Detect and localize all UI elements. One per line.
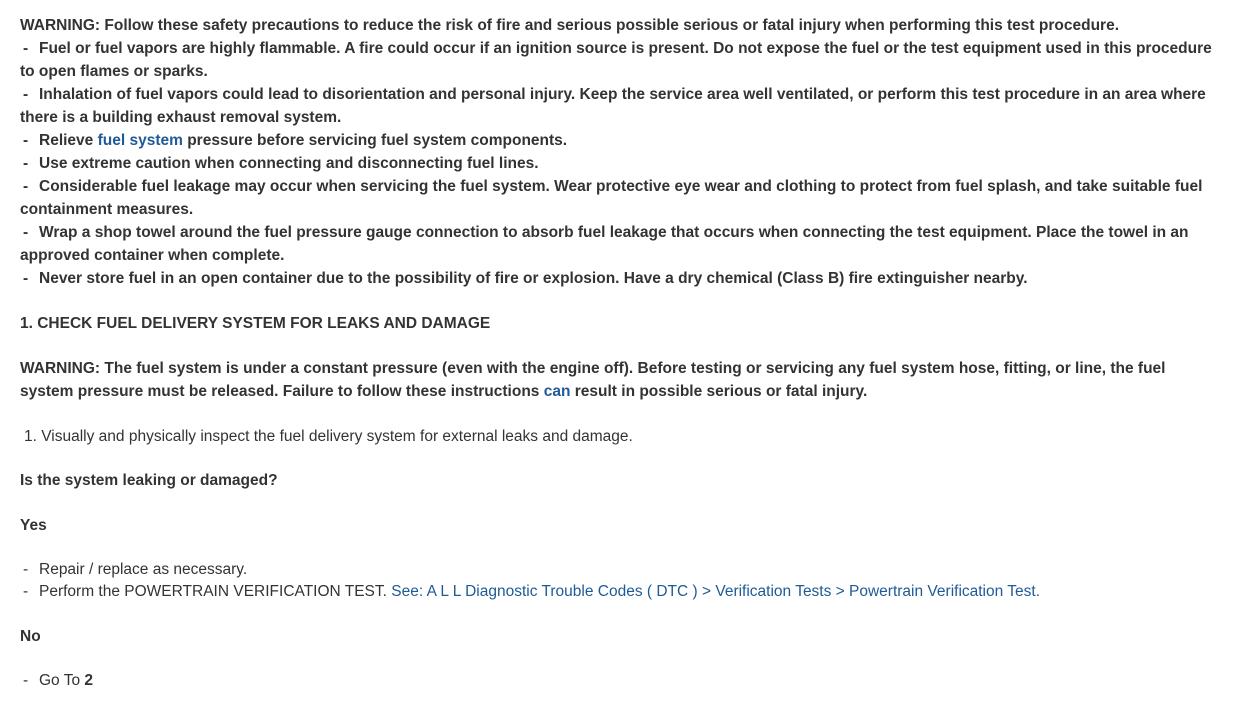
- yes-item: [20, 581, 1222, 603]
- warning-item-text: Never store fuel in an open container due to the possibility of fire or explosion. Have a dry chemical (Class B) fire extinguisher nearby.: [39, 270, 1028, 287]
- spacer: [20, 335, 1222, 357]
- warning-item-text: Fuel or fuel vapors are highly flammable. A fire could occur if an ignition source is present. Do not expose the fuel or the test equipment used in this procedure to open flames or sparks.: [20, 40, 1212, 80]
- yes-item-text: Repair / replace as necessary.: [39, 561, 248, 578]
- dash-marker: -: [23, 132, 29, 149]
- dash-marker: -: [23, 672, 29, 689]
- dash-marker: -: [23, 224, 29, 241]
- question: Is the system leaking or damaged?: [20, 472, 278, 489]
- dash-marker: -: [23, 561, 29, 578]
- warning-item: [20, 267, 1222, 290]
- yes-label: Yes: [20, 517, 47, 534]
- warning-item-text-before: Relieve: [39, 132, 98, 149]
- powertrain-verification-link[interactable]: See: A L L Diagnostic Trouble Codes ( DTC ) > Verification Tests > Powertrain Verification Test.: [391, 583, 1041, 600]
- no-label: No: [20, 628, 41, 645]
- warning-item: [20, 83, 1222, 129]
- dash-marker: -: [23, 86, 29, 103]
- can-link[interactable]: can: [543, 383, 571, 400]
- dash-marker: -: [23, 270, 29, 287]
- goto-step-number[interactable]: 2: [84, 672, 94, 689]
- inspection-step: 1. Visually and physically inspect the fuel delivery system for external leaks and damage.: [24, 428, 633, 445]
- dash-marker: -: [23, 155, 29, 172]
- section-heading: 1. CHECK FUEL DELIVERY SYSTEM FOR LEAKS AND DAMAGE: [20, 315, 491, 332]
- warning-item: [20, 152, 1222, 175]
- spacer: [20, 448, 1222, 469]
- spacer: [20, 537, 1222, 559]
- safety-warning-intro: WARNING: Follow these safety precautions to reduce the risk of fire and serious possible serious or fatal injury when performing this test procedure.: [20, 17, 1119, 34]
- no-item-text: Go To: [39, 672, 85, 689]
- pressure-warning-text-after: result in possible serious or fatal injury.: [570, 383, 868, 400]
- pressure-warning-text-before: WARNING: The fuel system is under a constant pressure (even with the engine off). Before testing or servicing any fuel system hose, fitting, or line, the fuel system pressure must be released. Failure to follow these instructions: [20, 360, 1166, 400]
- dash-marker: -: [23, 178, 29, 195]
- no-item: [20, 670, 1222, 692]
- dash-marker: -: [23, 583, 29, 600]
- warning-item: [20, 37, 1222, 83]
- spacer: [20, 403, 1222, 425]
- warning-item: [20, 175, 1222, 221]
- warning-item: [20, 221, 1222, 267]
- dash-marker: -: [23, 40, 29, 57]
- warning-item-text-after: pressure before servicing fuel system components.: [182, 132, 568, 149]
- warning-item-text: Wrap a shop towel around the fuel pressure gauge connection to absorb fuel leakage that occurs when connecting the test equipment. Place the towel in an approved container when complete.: [20, 224, 1189, 264]
- spacer: [20, 648, 1222, 670]
- warning-item: [20, 129, 1222, 152]
- warning-item-text: Considerable fuel leakage may occur when servicing the fuel system. Wear protective eye wear and clothing to protect from fuel splash, and take suitable fuel containment measures.: [20, 178, 1203, 218]
- spacer: [20, 290, 1222, 312]
- warning-item-text: Inhalation of fuel vapors could lead to disorientation and personal injury. Keep the service area well ventilated, or perform this test procedure in an area where there is a building exhaust removal system.: [20, 86, 1206, 126]
- spacer: [20, 603, 1222, 625]
- pressure-warning: [20, 357, 1222, 403]
- spacer: [20, 492, 1222, 514]
- fuel-system-link[interactable]: fuel system: [97, 132, 183, 149]
- yes-item: [20, 559, 1222, 581]
- warning-item-text: Use extreme caution when connecting and disconnecting fuel lines.: [39, 155, 539, 172]
- yes-item-text-before: Perform the POWERTRAIN VERIFICATION TEST.: [39, 583, 392, 600]
- safety-warning-block: [20, 14, 1222, 290]
